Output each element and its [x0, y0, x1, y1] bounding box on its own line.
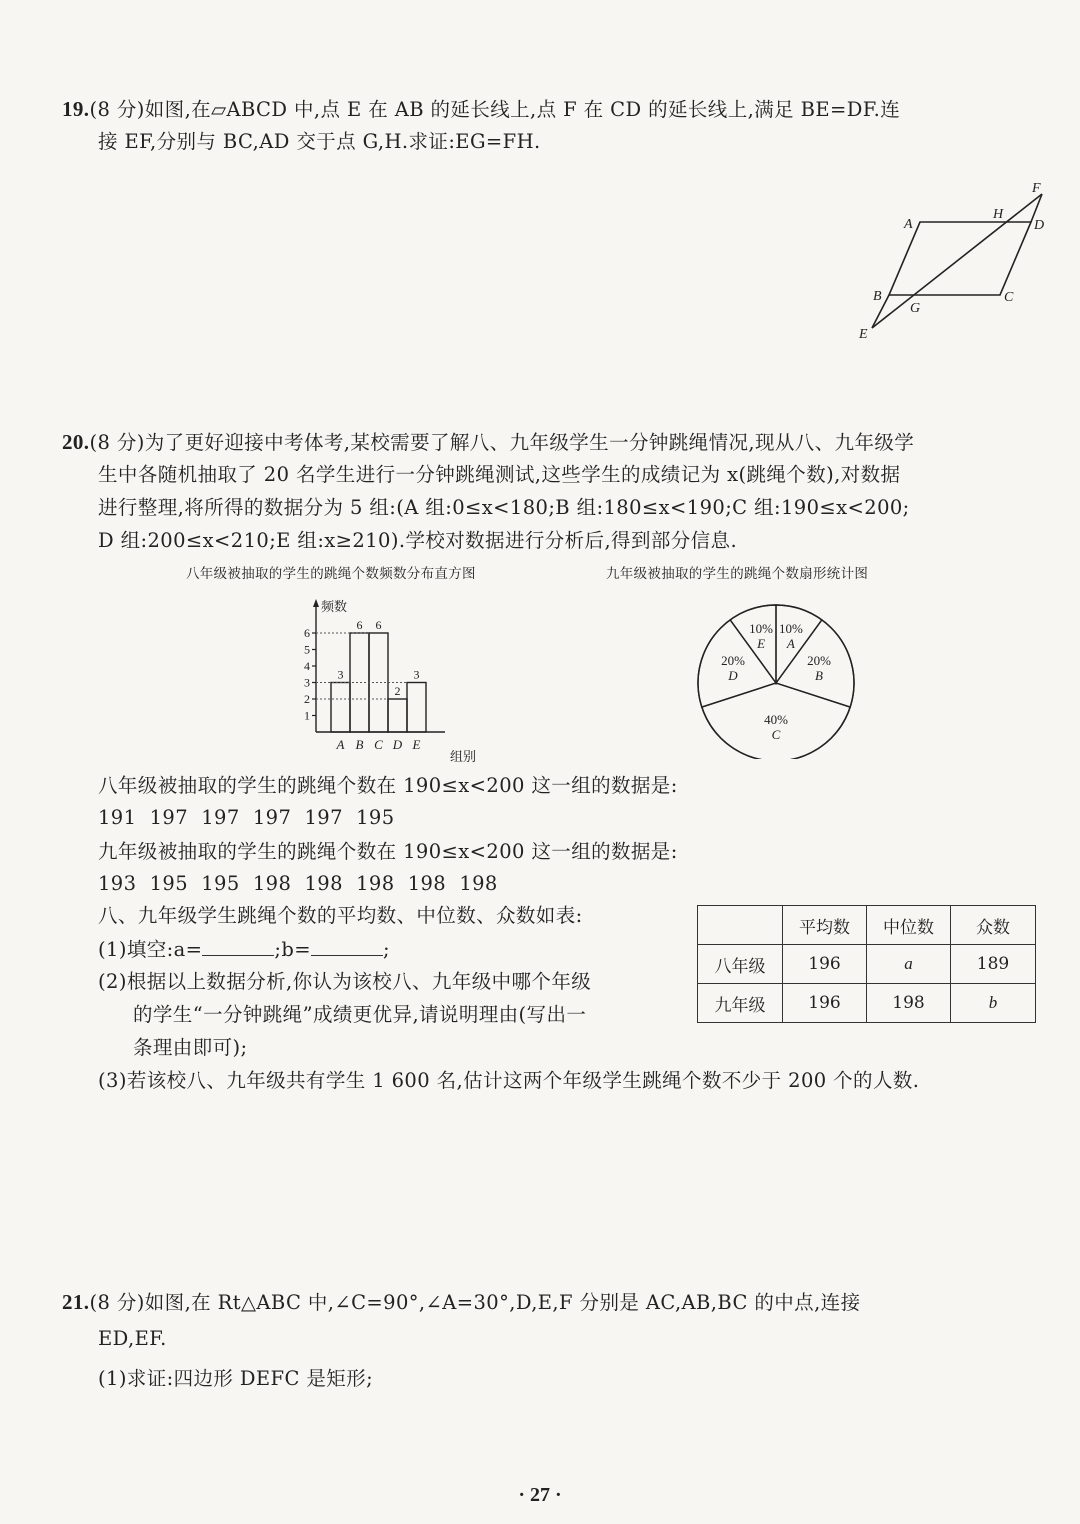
hist-y-tick-label: 3: [304, 675, 310, 690]
q21-sub-question-1: (1)求证:四边形 DEFC 是矩形;: [98, 1367, 374, 1390]
hist-y-tick-label: 1: [304, 708, 310, 723]
hist-bar-value: 2: [394, 684, 401, 698]
table-header-mode: 众数: [951, 906, 1036, 945]
q19-number: 19.: [62, 97, 90, 121]
hist-bar: [407, 683, 426, 733]
answer-blank-b[interactable]: [311, 937, 383, 956]
hist-category-label: C: [374, 737, 383, 752]
table-cell-grade: 九年级: [698, 984, 783, 1023]
pie-slice-label: E: [757, 636, 766, 651]
label-h: H: [993, 207, 1004, 222]
q19-parallelogram-figure: [850, 178, 1050, 343]
table-header-row: [698, 906, 1036, 945]
grade8-group-data: 191 197 197 197 197 195: [98, 806, 395, 829]
table-header-median: 中位数: [867, 906, 951, 945]
sub-question-1: [98, 937, 390, 962]
hist-y-tick-label: 5: [304, 642, 310, 657]
table-cell-mean: 196: [783, 984, 867, 1023]
table-row: [698, 984, 1036, 1023]
sub-question-2-line-2: 的学生“一分钟跳绳”成绩更优异,请说明理由(写出一: [133, 1003, 587, 1026]
answer-blank-a[interactable]: [202, 937, 274, 956]
q21-line-1: [62, 1290, 860, 1315]
hist-ylabel: 频数: [321, 599, 348, 614]
label-f: F: [1032, 181, 1041, 196]
hist-y-arrow: [313, 599, 319, 607]
table-cell-median: 198: [867, 984, 951, 1023]
sub1-end: ;: [382, 938, 390, 961]
hist-bar-value: 6: [375, 618, 382, 632]
hist-bar-value: 3: [413, 667, 420, 682]
pie-slice-label: B: [815, 668, 823, 683]
grade9-group-data: 193 195 195 198 198 198 198 198: [98, 872, 498, 895]
table-header-blank: [698, 906, 783, 945]
q20-line-3: 进行整理,将所得的数据分为 5 组:(A 组:0≤x<180;B 组:180≤x<190;C 组:190≤x<200;: [98, 496, 910, 519]
pie-slice-pct: 10%: [749, 621, 774, 636]
q19-line-2: 接 EF,分别与 BC,AD 交于点 G,H.求证:EG=FH.: [98, 130, 541, 153]
q21-text-1: (8 分)如图,在 Rt△ABC 中,∠C=90°,∠A=30°,D,E,F 分别是 AC,AB,BC 的中点,连接: [89, 1291, 861, 1314]
pie-caption: 九年级被抽取的学生的跳绳个数扇形统计图: [606, 566, 869, 582]
hist-bar: [388, 699, 407, 732]
pie-slice-pct: 10%: [778, 621, 803, 636]
hist-bar-value: 6: [356, 618, 363, 632]
table-cell-grade: 八年级: [698, 945, 783, 984]
table-cell-median: a: [867, 945, 951, 984]
label-a: A: [904, 217, 913, 232]
hist-bar: [331, 683, 350, 733]
label-b: B: [873, 289, 882, 304]
label-d: D: [1034, 218, 1045, 233]
hist-xlabel: 组别: [450, 749, 477, 764]
q20-line-2: 生中各随机抽取了 20 名学生进行一分钟跳绳测试,这些学生的成绩记为 x(跳绳个数),对数据: [98, 463, 901, 486]
q19-text-1: (8 分)如图,在▱ABCD 中,点 E 在 AB 的延长线上,点 F 在 CD 的延长线上,满足 BE=DF.连: [89, 98, 901, 121]
pie-slice-pct: 40%: [764, 712, 788, 728]
grade8-histogram: [295, 595, 495, 767]
q20-text-1: (8 分)为了更好迎接中考体考,某校需要了解八、九年级学生一分钟跳绳情况,现从八、九年级学: [89, 431, 915, 454]
label-c: C: [1004, 290, 1014, 305]
pie-slice-label: C: [771, 727, 781, 743]
sub-question-2-line-1: (2)根据以上数据分析,你认为该校八、九年级中哪个年级: [98, 970, 592, 993]
line-ef: [872, 194, 1045, 328]
table-row: [698, 945, 1036, 984]
grade9-pie-chart: [690, 603, 862, 759]
hist-category-label: E: [412, 737, 421, 752]
grade9-group-label: 九年级被抽取的学生的跳绳个数在 190≤x<200 这一组的数据是:: [98, 840, 678, 863]
grade8-group-label: 八年级被抽取的学生的跳绳个数在 190≤x<200 这一组的数据是:: [98, 774, 678, 797]
table-header-mean: 平均数: [783, 906, 867, 945]
q21-line-2: ED,EF.: [98, 1327, 167, 1350]
sub-question-2-line-3: 条理由即可);: [133, 1036, 248, 1059]
pie-slice-label: A: [786, 636, 795, 651]
table-cell-mode: b: [951, 984, 1036, 1023]
hist-y-tick-label: 4: [304, 659, 310, 673]
pie-slice-pct: 20%: [807, 653, 831, 668]
table-cell-mean: 196: [783, 945, 867, 984]
hist-bar-value: 3: [337, 667, 344, 682]
hist-y-tick-label: 2: [304, 692, 310, 706]
table-cell-mode: 189: [951, 945, 1036, 984]
label-e: E: [859, 327, 868, 342]
q21-number: 21.: [62, 1290, 90, 1314]
q20-number: 20.: [62, 430, 90, 454]
q20-line-1: [62, 430, 914, 455]
histogram-caption: 八年级被抽取的学生的跳绳个数频数分布直方图: [186, 566, 476, 582]
q19-line-1: [62, 97, 900, 122]
stats-table: [697, 905, 1036, 1023]
table-intro: 八、九年级学生跳绳个数的平均数、中位数、众数如表:: [98, 904, 583, 927]
sub-question-3: (3)若该校八、九年级共有学生 1 600 名,估计这两个年级学生跳绳个数不少于 200 个的人数.: [98, 1069, 920, 1092]
sub1-a-text: (1)填空:a=: [98, 938, 203, 961]
pie-slice-pct: 20%: [721, 653, 745, 668]
hist-category-label: A: [336, 737, 345, 752]
sub1-b-text: ;b=: [274, 938, 311, 961]
hist-category-label: B: [355, 737, 364, 752]
hist-category-label: D: [392, 737, 403, 752]
label-g: G: [910, 301, 921, 316]
page-number: · 27 ·: [518, 1484, 562, 1506]
pie-slice-label: D: [728, 668, 738, 683]
hist-y-tick-label: 6: [304, 626, 310, 640]
q20-line-4: D 组:200≤x<210;E 组:x≥210).学校对数据进行分析后,得到部分信息.: [98, 529, 738, 552]
